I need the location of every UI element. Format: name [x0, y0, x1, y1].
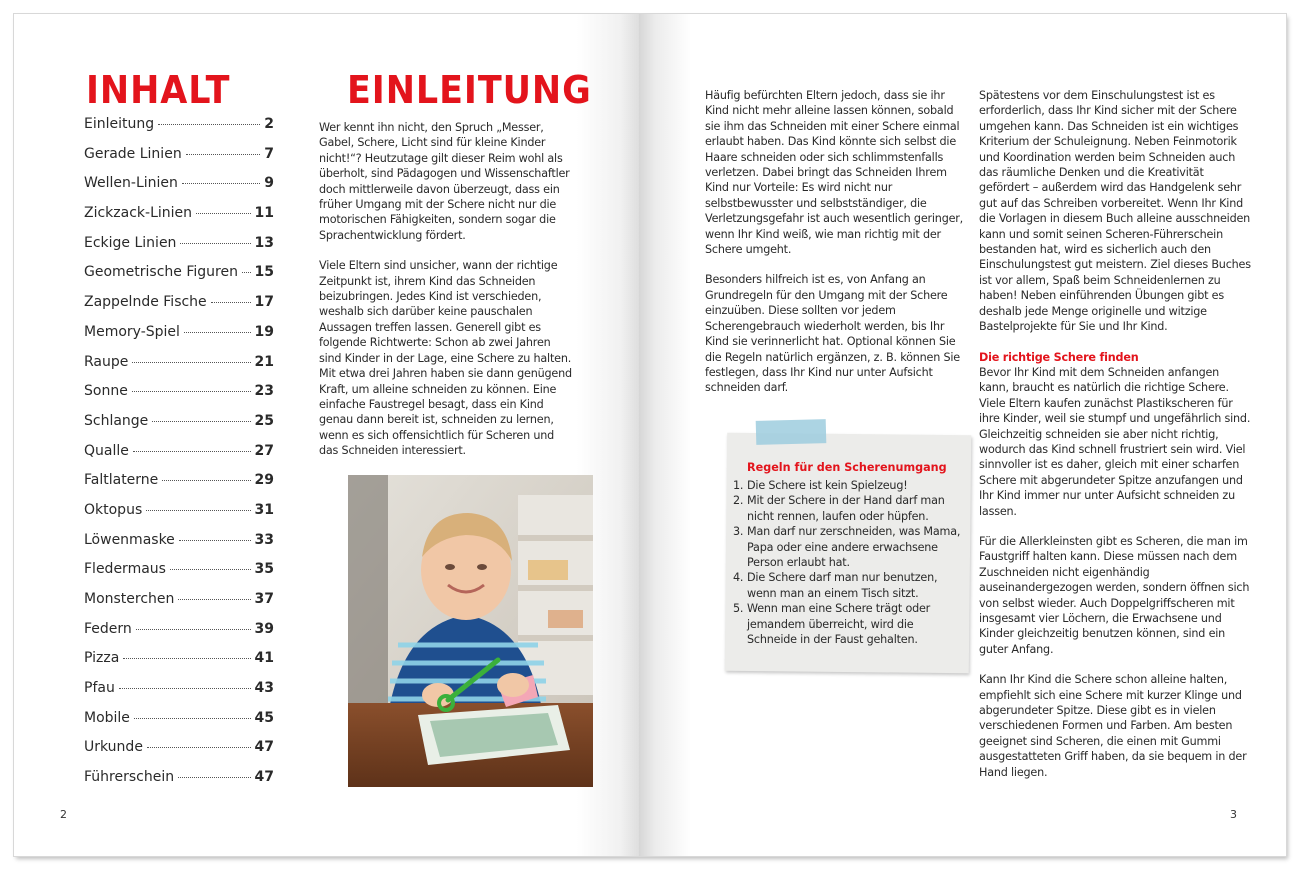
toc-entry-label: Wellen-Linien [84, 175, 178, 192]
rule-text: Man darf nur zerschneiden, was Mama, Papa oder eine andere erwachsene Person erlaubt hat. [747, 525, 961, 570]
page-number-left: 2 [60, 808, 67, 821]
toc-entry-label: Löwenmaske [84, 531, 175, 548]
rule-number: 3. [733, 525, 744, 539]
rule-item [733, 570, 963, 601]
toc-leader-dots [178, 599, 250, 600]
toc-entry-label: Fledermaus [84, 561, 166, 578]
toc-entry-page: 11 [254, 205, 274, 222]
toc-entry-page: 19 [254, 323, 274, 340]
toc-leader-dots [152, 421, 250, 422]
toc-leader-dots [136, 629, 251, 630]
toc-entry [84, 561, 274, 591]
toc-entry [84, 591, 274, 621]
toc-entry-label: Qualle [84, 442, 129, 459]
left-page [14, 14, 639, 856]
toc-entry [84, 175, 274, 205]
toc-entry [84, 710, 274, 740]
toc-entry [84, 739, 274, 769]
toc-leader-dots [182, 183, 260, 184]
toc-leader-dots [170, 569, 251, 570]
toc-entry [84, 205, 274, 235]
right-page [639, 14, 1286, 856]
toc-leader-dots [134, 718, 251, 719]
toc-entry-label: Sonne [84, 383, 128, 400]
right-col2-paragraph-4: Kann Ihr Kind die Schere schon alleine halten, empfiehlt sich eine Schere mit kurzer Klinge und abgerundeter Spitze. Diese gibt es in vielen verschiedenen Formen und Farben. Am besten geeignet sind Scheren, die einen mit Gummi ausgestatteten Griff haben, da sie bequem in der Hand liegen. [979, 673, 1247, 779]
toc-entry-label: Urkunde [84, 739, 143, 756]
toc-entry-page: 39 [254, 620, 274, 637]
table-of-contents [84, 116, 274, 799]
toc-entry-page: 41 [254, 650, 274, 667]
intro-title: EINLEITUNG [347, 68, 592, 112]
toc-entry-page: 7 [264, 145, 274, 162]
toc-entry-page: 31 [254, 501, 274, 518]
photo-illustration [348, 475, 593, 787]
rules-list [733, 478, 963, 647]
toc-entry [84, 621, 274, 651]
toc-entry-page: 9 [264, 175, 274, 192]
toc-entry-label: Zappelnde Fische [84, 294, 207, 311]
toc-leader-dots [178, 777, 250, 778]
toc-entry [84, 354, 274, 384]
toc-leader-dots [119, 688, 251, 689]
right-col2-paragraph-1: Spätestens vor dem Einschulungstest ist es erforderlich, dass Ihr Kind sicher mit der Schere umgehen kann. Das Schneiden ist ein wichtiges Kriterium der Schuleignung. Neben Feinmotorik und Koordination werden beim Schneiden auch das räumliche Denken und die Kreativität gefördert – außerdem wird das Handgelenk sehr gut auf das Schreiben vorbereitet. Wenn Ihr Kind die Vorlagen in diesem Buch alleine ausschneiden kann und somit seinen Scheren-Führerschein bestanden hat, wird es sicherlich auch den Einschulungstest gut meistern. Ziel dieses Buches ist vor allem, Spaß beim Schneidenlernen zu haben! Neben einführenden Übungen gibt es deshalb jede Menge originelle und witzige Bastelprojekte für Sie und Ihr Kind. [979, 89, 1251, 334]
right-col2-paragraph-3: Für die Allerkleinsten gibt es Scheren, die man im Faustgriff halten kann. Diese müssen nach dem Zuschneiden nicht eigenhändig auseinandergezogen werden, sondern öffnen sich von selbst wieder. Auch Doppelgriffscheren mit insgesamt vier Löchern, die Erwachsene und Kinder gleichzeitig benutzen können, sind ein guter Anfang. [979, 534, 1250, 656]
toc-entry-label: Federn [84, 620, 132, 637]
toc-entry-page: 25 [254, 412, 274, 429]
subheading-right-scissors: Die richtige Schere finden [979, 350, 1139, 364]
toc-entry [84, 264, 274, 294]
toc-entry-page: 21 [254, 353, 274, 370]
rule-text: Die Schere darf man nur benutzen, wenn man an einem Tisch sitzt. [747, 571, 938, 600]
toc-entry [84, 383, 274, 413]
toc-entry [84, 769, 274, 799]
toc-entry-label: Eckige Linien [84, 234, 177, 251]
toc-entry-page: 43 [254, 680, 274, 697]
book-spread [14, 14, 1286, 856]
rule-text: Mit der Schere in der Hand darf man nicht rennen, laufen oder hüpfen. [747, 494, 945, 523]
toc-leader-dots [211, 302, 251, 303]
toc-entry-page: 17 [254, 294, 274, 311]
rule-number: 2. [733, 494, 744, 508]
toc-entry [84, 116, 274, 146]
toc-entry-label: Oktopus [84, 501, 143, 518]
rule-item [733, 478, 963, 493]
toc-entry-page: 47 [254, 739, 274, 756]
toc-entry [84, 650, 274, 680]
page-number-right: 3 [1230, 808, 1237, 821]
rule-number: 1. [733, 479, 744, 492]
toc-entry-page: 33 [254, 531, 274, 548]
toc-leader-dots [123, 658, 250, 659]
toc-leader-dots [146, 510, 250, 511]
toc-entry-page: 47 [254, 769, 274, 786]
right-col1-paragraph-2: Besonders hilfreich ist es, von Anfang an Grundregeln für den Umgang mit der Schere einzuüben. Diese sollten vor jedem Scherengebrauch wiederholt werden, bis Ihr Kind sie verinnerlicht hat. Optional können Sie die Regeln natürlich ergänzen, z. B. können Sie festlegen, dass Ihr Kind nur unter Aufsicht schneiden darf. [705, 273, 960, 395]
toc-leader-dots [184, 332, 251, 333]
intro-paragraph-1: Wer kennt ihn nicht, den Spruch „Messer, Gabel, Schere, Licht sind für kleine Kinder nicht!“? Heutzutage gilt dieser Reim wohl als überholt, sind Pädagogen und Wissenschaftler doch mittlerweile davon überzeugt, dass ein früher Umgang mit der Schere nicht nur die motorischen Fähigkeiten, sondern sogar die Sprachentwicklung fördert. [319, 121, 570, 242]
toc-entry-label: Führerschein [84, 769, 175, 786]
toc-entry [84, 532, 274, 562]
toc-entry-label: Memory-Spiel [84, 323, 180, 340]
rule-text: Wenn man eine Schere trägt oder jemandem überreicht, wird die Schneide in der Faust gehalten. [747, 602, 931, 647]
toc-entry-page: 13 [254, 234, 274, 251]
intro-paragraph-2: Viele Eltern sind unsicher, wann der richtige Zeitpunkt ist, ihrem Kind das Schneiden beizubringen. Jedes Kind ist verschieden, weshalb sich darüber keine pauschalen Aussagen treffen lassen. Generell gibt es folgende Richtwerte: Schon ab zwei Jahren sind Kinder in der Lage, eine Schere zu halten. Mit etwa drei Jahren haben sie dann genügend Kraft, um alleine schneiden zu können. Eine einfache Faustregel besagt, dass ein Kind genau dann bereit ist, schneiden zu lernen, wenn es sich offensichtlich für Scheren und das Schneiden interessiert. [319, 259, 572, 458]
toc-leader-dots [186, 154, 261, 155]
toc-entry [84, 443, 274, 473]
toc-leader-dots [196, 213, 251, 214]
toc-entry-label: Monsterchen [84, 591, 175, 607]
toc-entry-page: 27 [254, 442, 274, 459]
toc-entry-label: Zickzack-Linien [84, 205, 193, 222]
toc-entry-label: Gerade Linien [84, 145, 182, 162]
toc-entry-page: 29 [254, 472, 274, 489]
toc-leader-dots [180, 243, 250, 244]
toc-entry-label: Raupe [84, 353, 129, 370]
toc-entry [84, 472, 274, 502]
toc-entry [84, 324, 274, 354]
toc-entry [84, 680, 274, 710]
toc-leader-dots [132, 362, 250, 363]
toc-entry-page: 15 [254, 264, 274, 281]
toc-leader-dots [147, 747, 251, 748]
toc-entry [84, 146, 274, 176]
right-column-2 [979, 88, 1251, 795]
toc-entry [84, 294, 274, 324]
toc-leader-dots [158, 124, 260, 125]
toc-entry-page: 23 [254, 383, 274, 400]
child-cutting-photo [348, 475, 593, 787]
toc-entry-page: 35 [254, 561, 274, 578]
toc-leader-dots [242, 272, 251, 273]
rule-item [733, 524, 963, 570]
toc-entry-label: Faltlaterne [84, 472, 159, 489]
toc-leader-dots [133, 451, 251, 452]
toc-entry-label: Pizza [84, 650, 120, 667]
toc-entry-page: 45 [254, 709, 274, 726]
toc-entry [84, 502, 274, 532]
rule-item [733, 493, 963, 524]
toc-title: INHALT [86, 68, 231, 112]
intro-text [319, 120, 573, 474]
toc-entry-label: Pfau [84, 680, 115, 697]
toc-entry [84, 413, 274, 443]
right-col2-paragraph-2: Bevor Ihr Kind mit dem Schneiden anfangen kann, braucht es natürlich die richtige Schere. Viele Eltern kaufen zunächst Plastikscheren für ihre Kinder, weil sie stumpf und ungefährlich sind. Gleichzeitig schneiden sie aber nicht richtig, wodurch das Kind schnell frustriert sein wird. Viel sinnvoller ist es daher, gleich mit einer scharfen Schere mit abgerundeter Spitze anzufangen und Ihr Kind immer nur unter Aufsicht schneiden zu lassen. [979, 365, 1251, 518]
rules-title: Regeln für den Scherenumgang [747, 461, 947, 474]
right-col1-paragraph-1: Häufig befürchten Eltern jedoch, dass sie ihr Kind nicht mehr alleine lassen können, sobald sie ihm das Schneiden mit einer Schere einmal erlaubt haben. Das Kind könnte sich selbst die Haare schneiden oder sich schlimmstenfalls verletzen. Dabei bringt das Schneiden Ihrem Kind nur Vorteile: Es wird nicht nur selbstbewusster und selbstständiger, die Verletzungsgefahr ist auch wesentlich geringer, wenn Ihr Kind weiß, wie man richtig mit der Schere umgeht. [705, 89, 964, 257]
tape-strip [756, 419, 827, 445]
rule-number: 4. [733, 571, 744, 585]
toc-entry-label: Schlange [84, 412, 149, 429]
toc-entry-page: 2 [264, 116, 274, 132]
right-column-1 [705, 88, 967, 411]
toc-leader-dots [162, 480, 250, 481]
toc-entry-label: Geometrische Figuren [84, 264, 238, 281]
rule-number: 5. [733, 602, 744, 616]
toc-entry-label: Einleitung [84, 116, 155, 132]
rule-text: Die Schere ist kein Spielzeug! [747, 479, 908, 492]
toc-entry [84, 235, 274, 265]
toc-leader-dots [132, 391, 251, 392]
toc-entry-label: Mobile [84, 709, 130, 726]
rule-item [733, 601, 963, 647]
toc-entry-page: 37 [254, 591, 274, 607]
toc-leader-dots [179, 540, 251, 541]
